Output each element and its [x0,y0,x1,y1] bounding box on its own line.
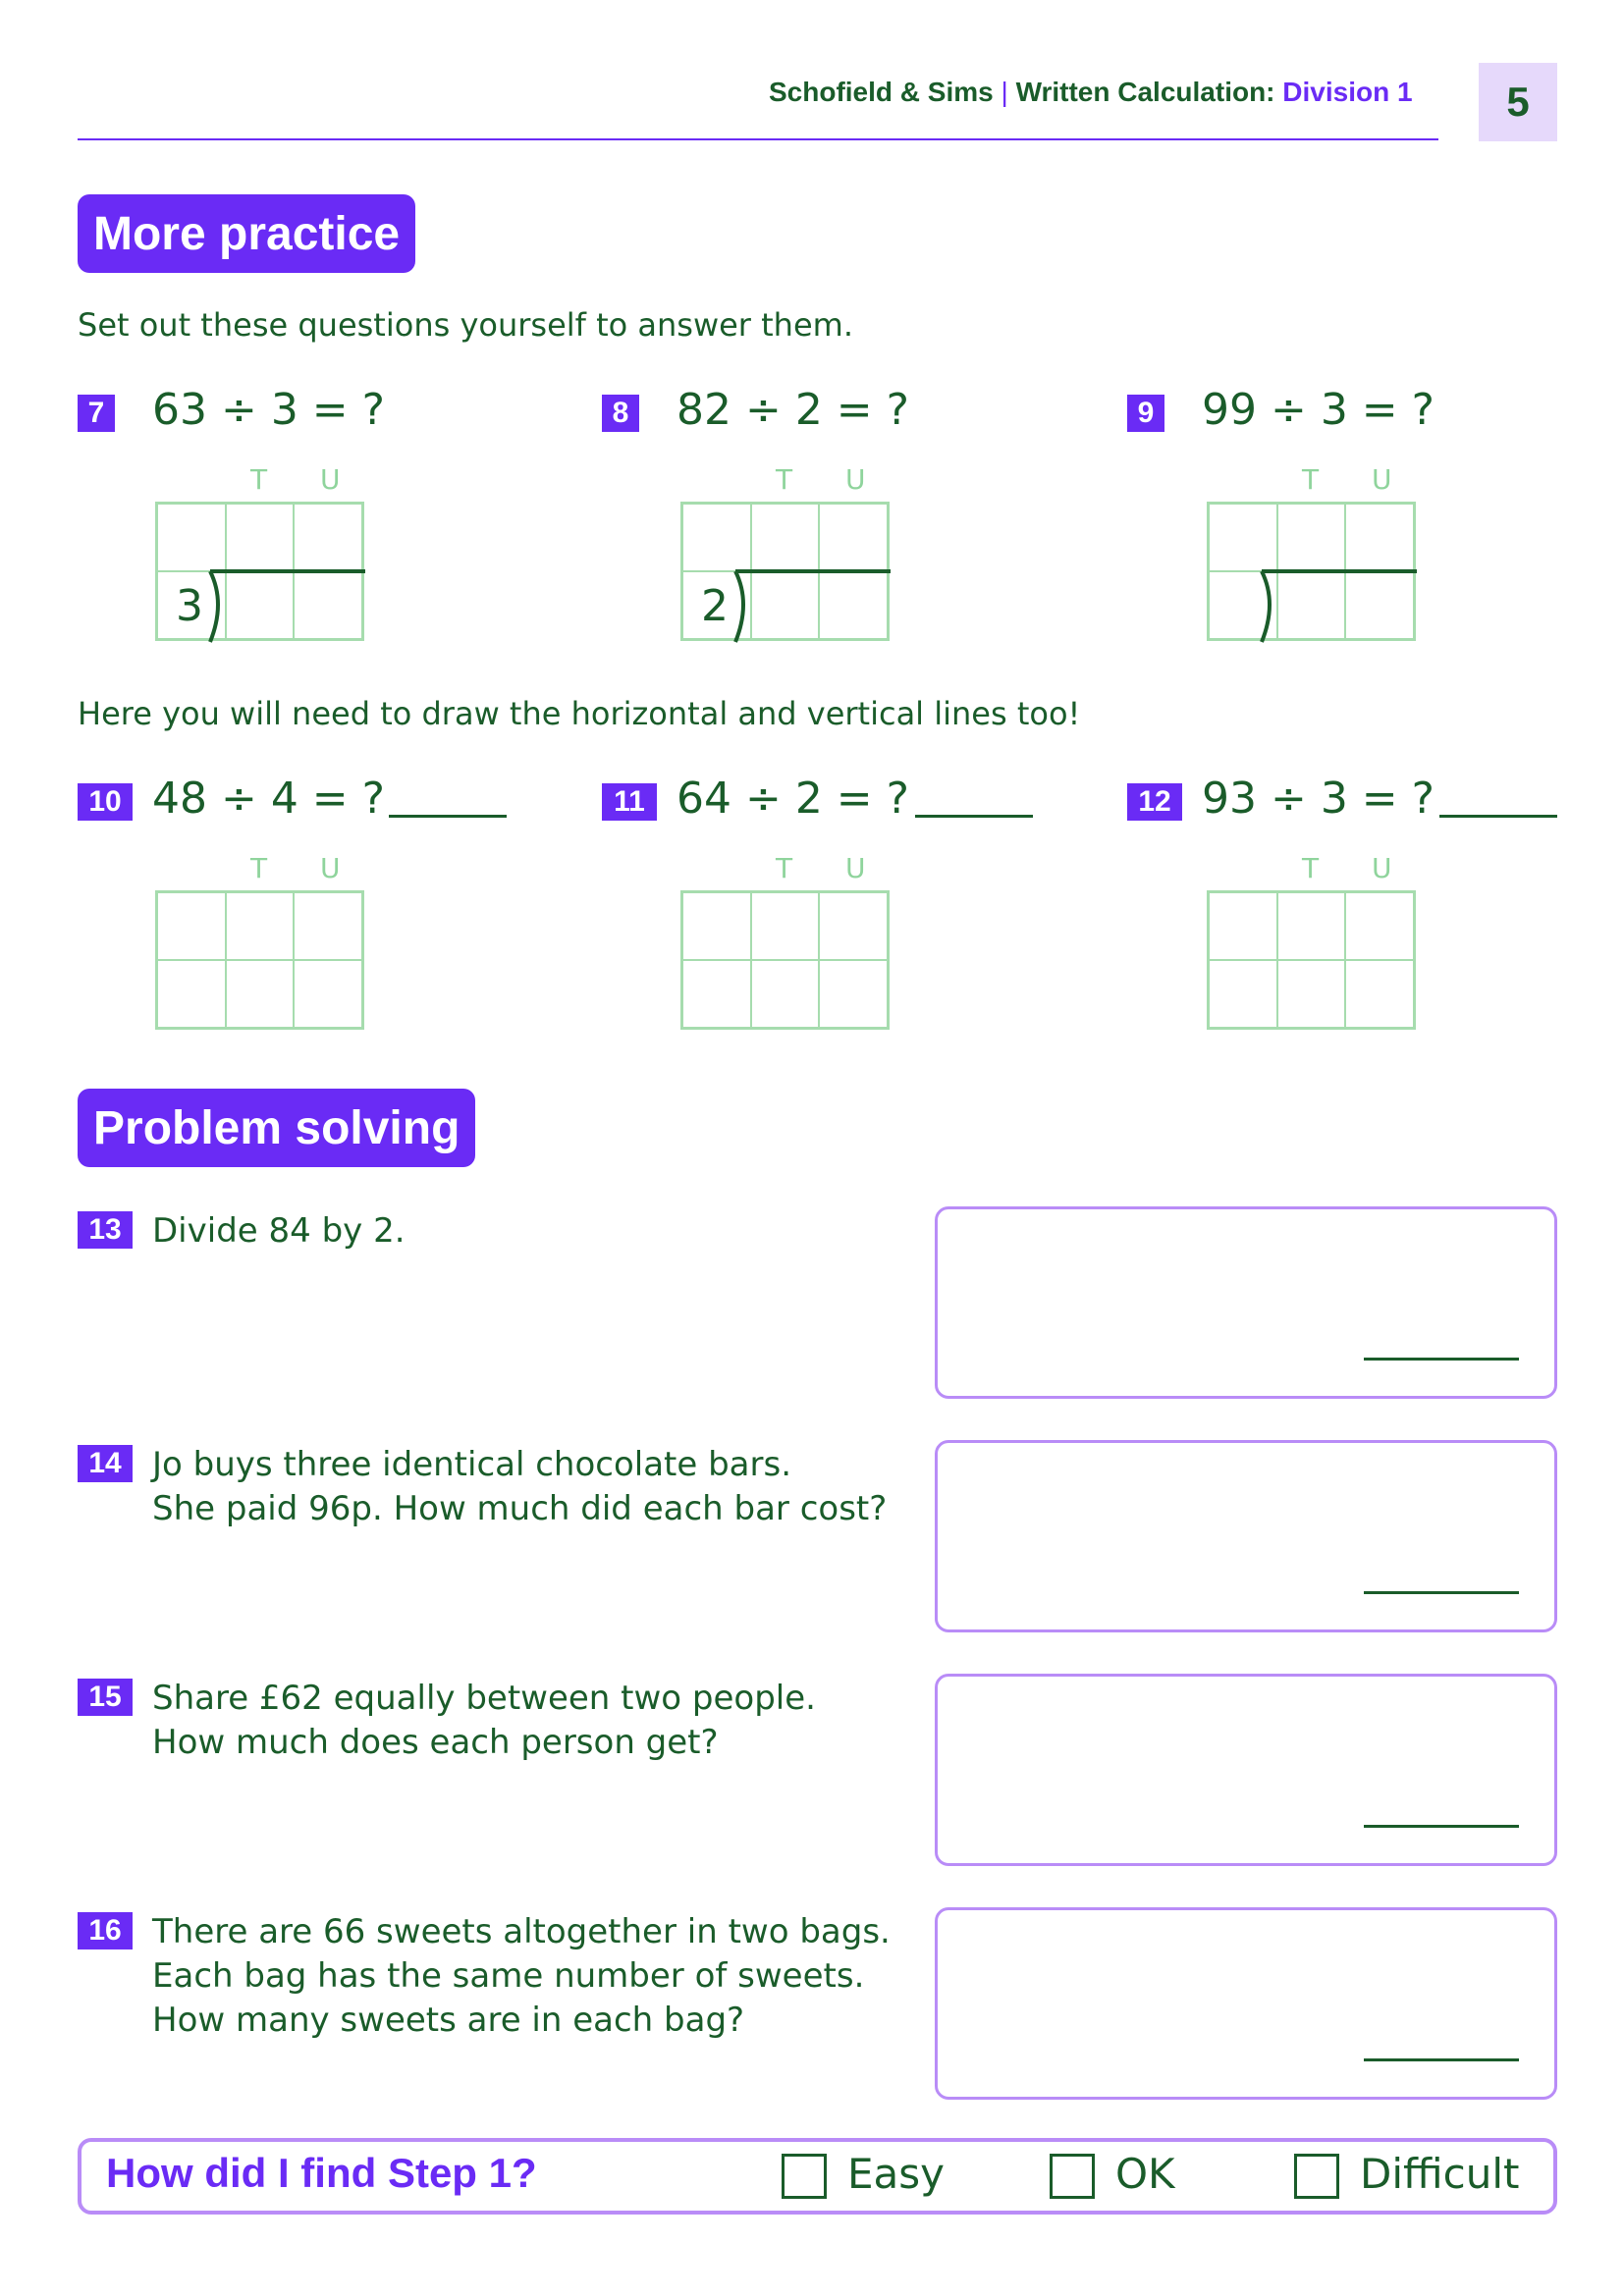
question-number: 12 [1127,783,1182,821]
self-assessment-question: How did I find Step 1? [106,2150,537,2196]
answer-line[interactable] [389,815,507,818]
difficult-label: Difficult [1360,2150,1520,2198]
book-name: Division 1 [1282,77,1413,107]
page-number: 5 [1479,63,1557,141]
question-text: 82 ÷ 2 = ? [677,385,910,435]
units-label: U [320,463,341,496]
series-name: Written Calculation: [1015,77,1275,107]
tens-label: T [1302,463,1320,496]
question-number: 9 [1127,395,1164,432]
question-text: 63 ÷ 3 = ? [152,385,386,435]
question-text: 99 ÷ 3 = ? [1202,385,1435,435]
question-text: 93 ÷ 3 = ? [1202,774,1435,824]
question-number: 16 [78,1912,133,1949]
tens-label: T [250,852,268,884]
ok-checkbox[interactable] [1050,2154,1095,2199]
divisor: 3 [176,581,203,631]
problem-line: She paid 96p. How much did each bar cost? [152,1489,888,1528]
units-label: U [845,852,866,884]
answer-line [1364,2058,1519,2061]
tens-label: T [1302,852,1320,884]
question-number: 11 [602,783,657,821]
answer-line [1364,1358,1519,1361]
answer-line [1364,1591,1519,1594]
answer-box[interactable] [935,1206,1557,1399]
answer-line[interactable] [915,815,1033,818]
tu-answer-grid[interactable] [1207,890,1416,1030]
running-header [769,77,1413,108]
tens-label: T [776,463,793,496]
question-number: 13 [78,1211,133,1249]
units-label: U [320,852,341,884]
more-practice-instruction: Set out these questions yourself to answer them. [78,306,853,344]
problem-line: Each bag has the same number of sweets. [152,1956,865,1996]
answer-box[interactable] [935,1907,1557,2100]
units-label: U [1372,463,1392,496]
question-number: 15 [78,1679,133,1716]
problem-line: How many sweets are in each bag? [152,2001,745,2040]
problem-solving-heading: Problem solving [78,1089,475,1167]
problem-text [152,1209,406,1254]
more-practice-heading: More practice [78,194,415,273]
publisher-name: Schofield & Sims [769,77,994,107]
problem-line: There are 66 sweets altogether in two bags. [152,1912,891,1951]
header-separator: | [1001,77,1008,107]
question-number: 14 [78,1445,133,1482]
problem-line: How much does each person get? [152,1723,719,1762]
tu-answer-grid[interactable] [680,890,890,1030]
easy-label: Easy [847,2150,946,2198]
problem-line: Divide 84 by 2. [152,1211,406,1251]
tens-label: T [776,852,793,884]
answer-box[interactable] [935,1440,1557,1632]
tens-label: T [250,463,268,496]
answer-box[interactable] [935,1674,1557,1866]
problem-text [152,1677,816,1765]
division-bracket [206,567,367,646]
question-text: 48 ÷ 4 = ? [152,774,386,824]
units-label: U [1372,852,1392,884]
tu-answer-grid[interactable] [155,890,364,1030]
question-number: 7 [78,395,115,432]
draw-lines-instruction: Here you will need to draw the horizontal and vertical lines too! [78,695,1081,732]
problem-text [152,1443,887,1531]
question-text: 64 ÷ 2 = ? [677,774,910,824]
problem-text [152,1910,891,2043]
question-number: 10 [78,783,133,821]
answer-line [1364,1825,1519,1828]
problem-line: Share £62 equally between two people. [152,1679,816,1718]
division-bracket [1258,567,1419,646]
divisor: 2 [701,581,729,631]
question-number: 8 [602,395,639,432]
problem-line: Jo buys three identical chocolate bars. [152,1445,792,1484]
units-label: U [845,463,866,496]
header-rule [78,138,1438,140]
division-bracket [731,567,893,646]
answer-line[interactable] [1439,815,1557,818]
difficult-checkbox[interactable] [1294,2154,1339,2199]
easy-checkbox[interactable] [782,2154,827,2199]
ok-label: OK [1115,2150,1175,2198]
